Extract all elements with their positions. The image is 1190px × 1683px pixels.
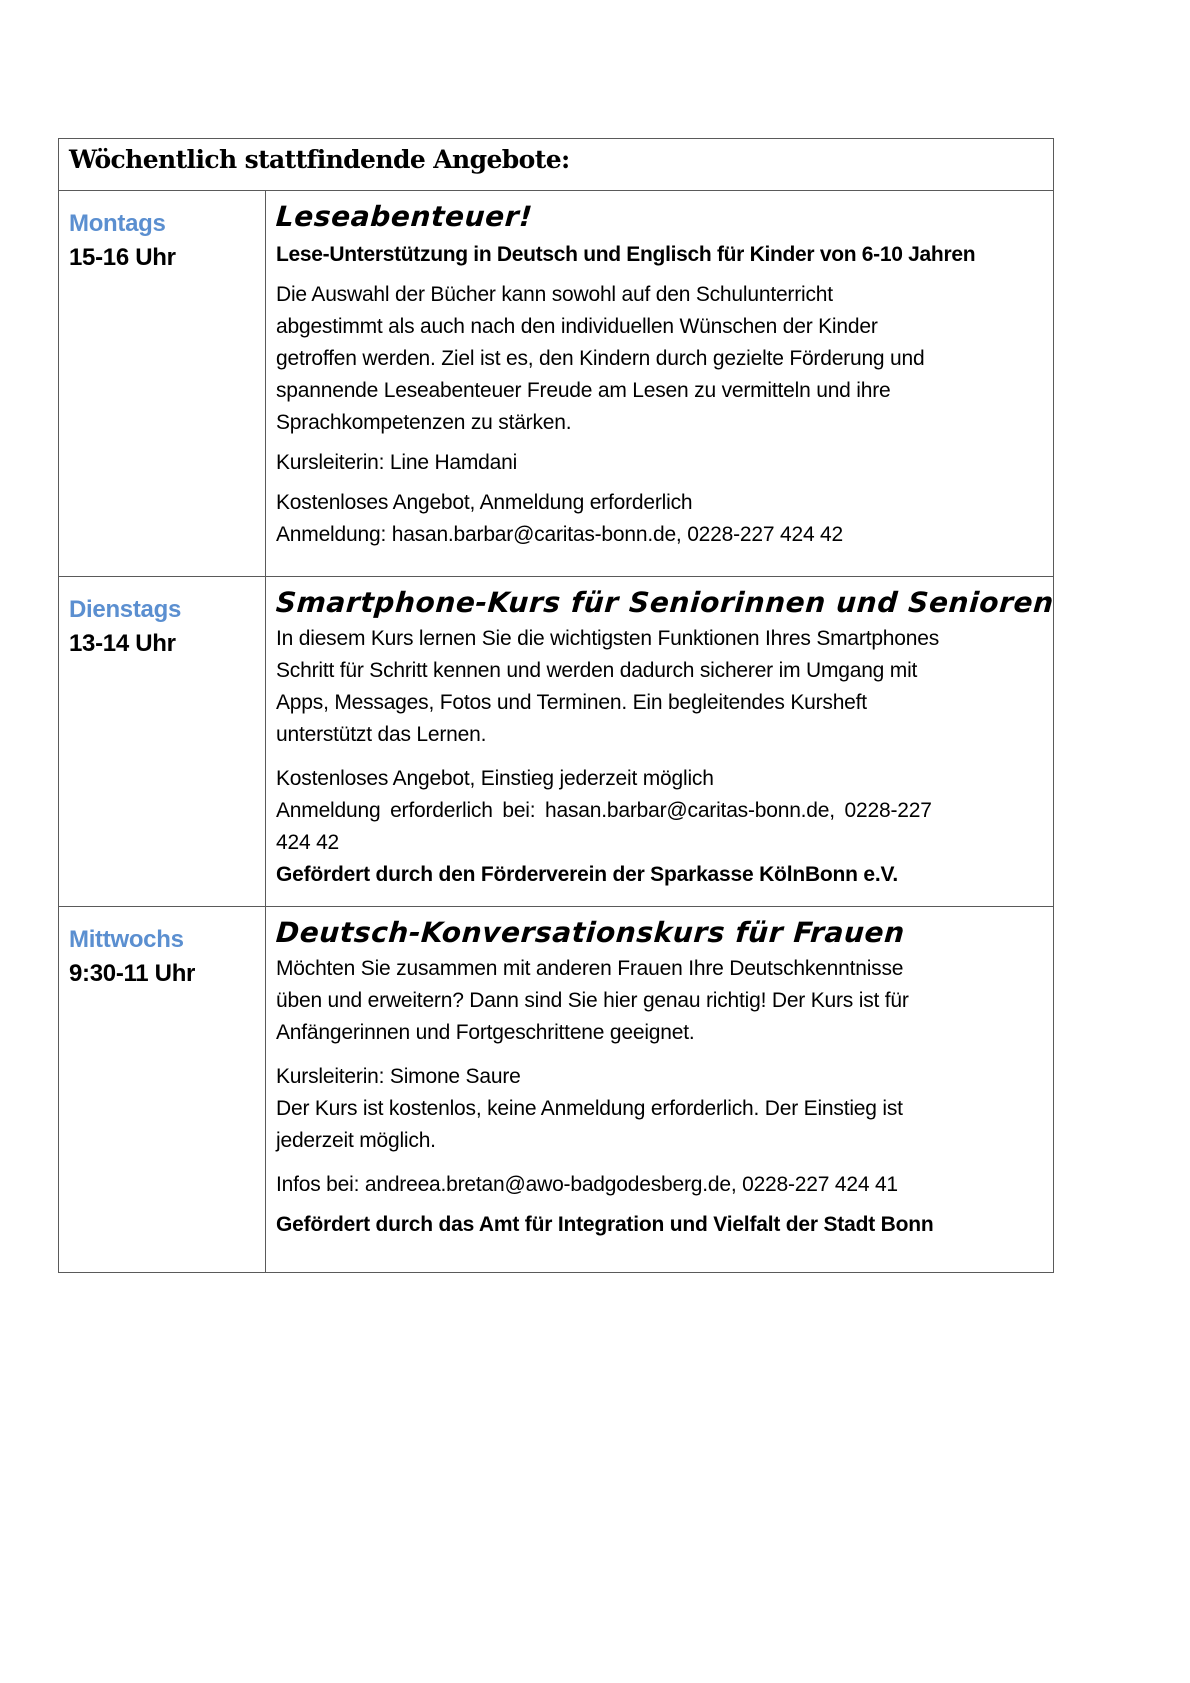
time-label: 15-16 Uhr [69,244,176,271]
description-line: Schritt für Schritt kennen und werden dadurch sicherer im Umgang mit [276,659,918,682]
description-line: getroffen werden. Ziel ist es, den Kindern durch gezielte Förderung und [276,347,925,370]
description-line: Anfängerinnen und Fortgeschrittene geeignet. [276,1021,695,1044]
offer-info: Kostenloses Angebot, Anmeldung erforderlich [276,491,693,514]
schedule-cell [59,191,266,577]
description-line: Die Auswahl der Bücher kann sowohl auf den Schulunterricht [276,283,833,306]
offer-title: Smartphone-Kurs für Seniorinnen und Senioren [274,586,1055,619]
offer-content [266,907,1054,1273]
table-heading: Wöchentlich stattfindende Angebote: [59,139,1054,191]
offer-description [276,953,1045,1049]
day-label: Dienstags [69,596,182,623]
offer-description [276,279,1045,439]
offer-info: Kostenloses Angebot, Einstieg jederzeit möglich [276,767,714,790]
schedule-cell [59,907,266,1273]
offer-content [266,577,1054,907]
instructor: Kursleiterin: Line Hamdani [276,451,518,474]
day-label: Mittwochs [69,926,184,953]
instructor: Kursleiterin: Simone Saure [276,1065,521,1088]
offer-description [276,623,1045,751]
day-label: Montags [69,210,166,237]
description-line: Sprachkompetenzen zu stärken. [276,411,572,434]
offer-info: Der Kurs ist kostenlos, keine Anmeldung erforderlich. Der Einstieg ist [276,1097,903,1120]
description-line: abgestimmt als auch nach den individuellen Wünschen der Kinder [276,315,878,338]
description-line: spannende Leseabenteuer Freude am Lesen zu vermitteln und ihre [276,379,891,402]
offer-row-tuesday [59,577,1054,907]
sponsor-note: Gefördert durch das Amt für Integration und Vielfalt der Stadt Bonn [276,1213,934,1236]
sponsor-note: Gefördert durch den Förderverein der Sparkasse KölnBonn e.V. [276,863,899,886]
description-line: üben und erweitern? Dann sind Sie hier genau richtig! Der Kurs ist für [276,989,909,1012]
registration-contact: Anmeldung: hasan.barbar@caritas-bonn.de, 0228-227 424 42 [276,523,844,546]
offer-title: Deutsch-Konversationskurs für Frauen [274,916,906,949]
offer-content [266,191,1054,577]
registration-contact-continued: 424 42 [276,831,340,854]
offer-row-monday [59,191,1054,577]
description-line: unterstützt das Lernen. [276,723,487,746]
offer-row-wednesday [59,907,1054,1273]
schedule-cell [59,577,266,907]
offer-subtitle: Lese-Unterstützung in Deutsch und Englisch für Kinder von 6-10 Jahren [276,243,976,266]
info-contact: Infos bei: andreea.bretan@awo-badgodesberg.de, 0228-227 424 41 [276,1173,898,1196]
time-label: 13-14 Uhr [69,630,176,657]
time-label: 9:30-11 Uhr [69,960,196,987]
description-line: In diesem Kurs lernen Sie die wichtigsten Funktionen Ihres Smartphones [276,627,940,650]
offer-info-continued: jederzeit möglich. [276,1129,436,1152]
description-line: Apps, Messages, Fotos und Terminen. Ein begleitendes Kursheft [276,691,867,714]
registration-contact: Anmeldung erforderlich bei: hasan.barbar@caritas-bonn.de, 0228-227 [276,799,932,822]
offer-title: Leseabenteuer! [274,200,534,233]
description-line: Möchten Sie zusammen mit anderen Frauen Ihre Deutschkenntnisse [276,957,904,980]
weekly-offers-table [58,138,1054,1273]
